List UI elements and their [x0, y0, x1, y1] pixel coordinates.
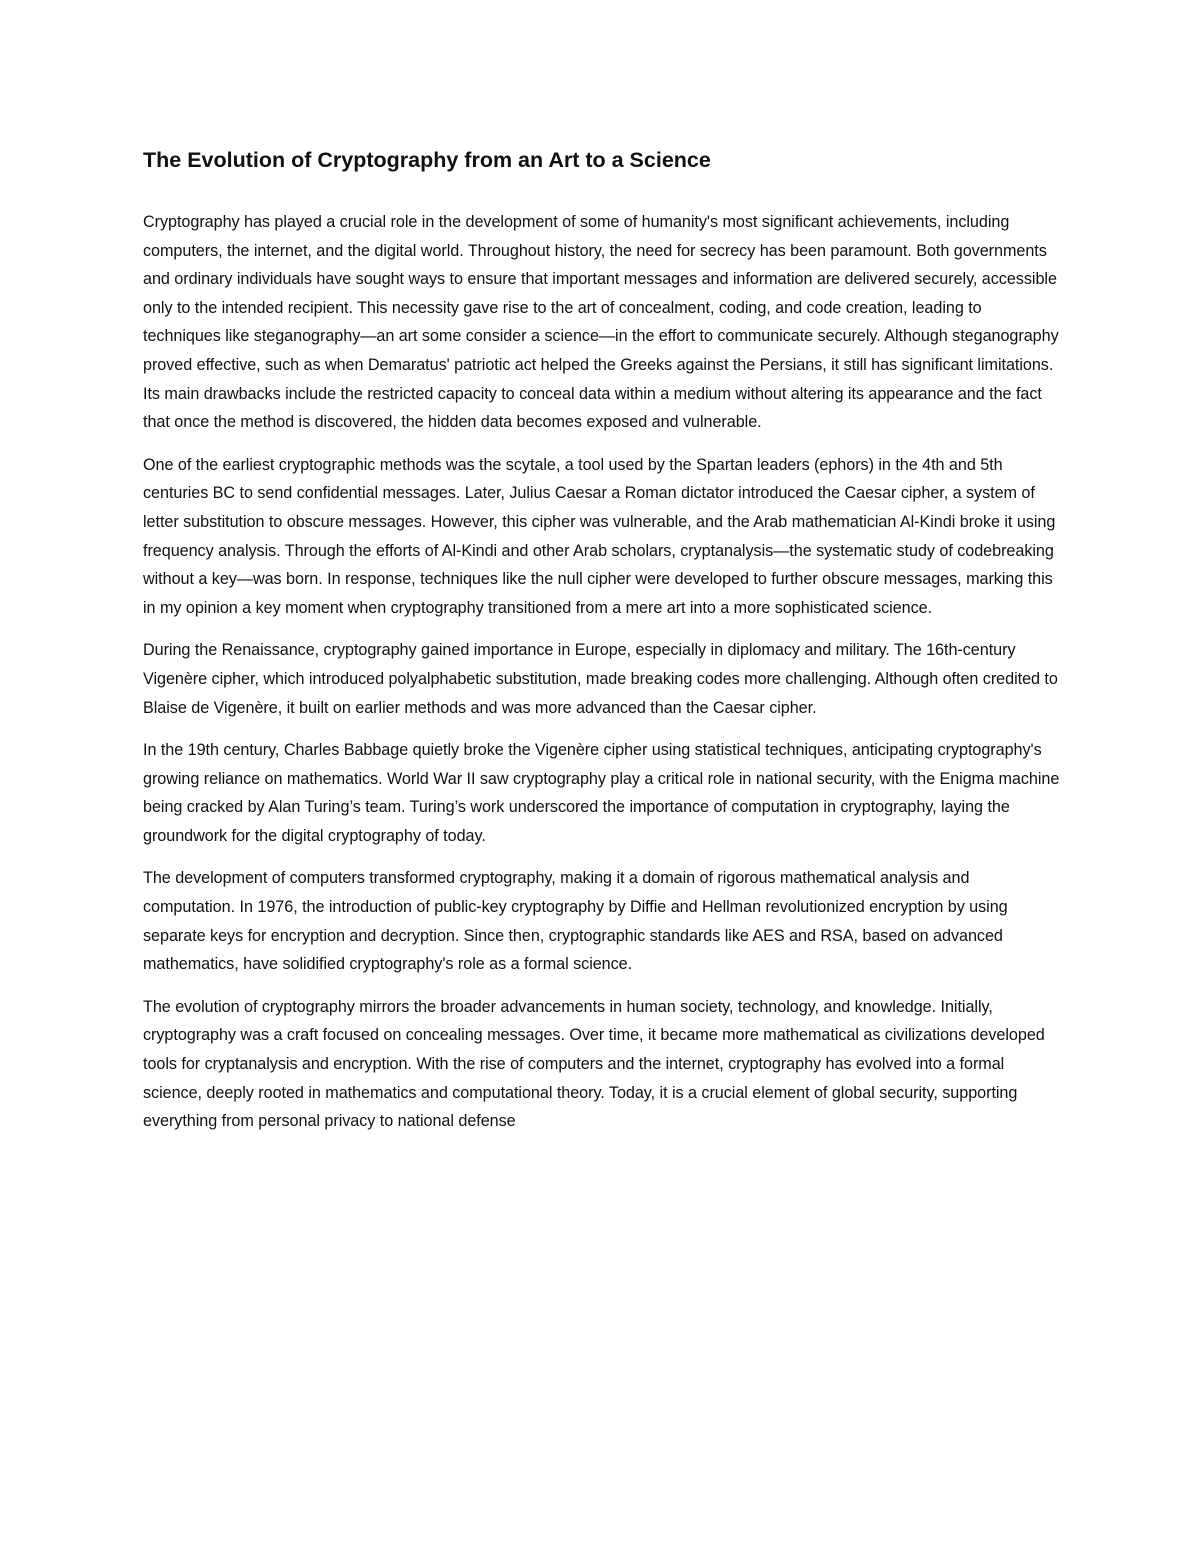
paragraph-2: One of the earliest cryptographic methods was the scytale, a tool used by the Spartan leaders (ephors) in the 4th and 5th centuries BC to send confidential messages. Later, Julius Caesar a Roman dictator introduced the Caesar cipher, a system of letter substitution to obscure messages. However, this cipher was vulnerable, and the Arab mathematician Al-Kindi broke it using frequency analysis. Through the efforts of Al-Kindi and other Arab scholars, cryptanalysis—the systematic study of codebreaking without a key—was born. In response, techniques like the null cipher were developed to further obscure messages, marking this in my opinion a key moment when cryptography transitioned from a mere art into a more sophisticated science. — [143, 455, 1056, 617]
document-title: The Evolution of Cryptography from an Art to a Science — [143, 148, 711, 172]
paragraph-3: During the Renaissance, cryptography gained importance in Europe, especially in diplomacy and military. The 16th-century Vigenère cipher, which introduced polyalphabetic substitution, made breaking codes more challenging. Although often credited to Blaise de Vigenère, it built on earlier methods and was more advanced than the Caesar cipher. — [143, 641, 1058, 717]
paragraph-4: In the 19th century, Charles Babbage quietly broke the Vigenère cipher using statistical techniques, anticipating cryptography's growing reliance on mathematics. World War II saw cryptography play a critical role in national security, with the Enigma machine being cracked by Alan Turing’s team. Turing’s work underscored the importance of computation in cryptography, laying the groundwork for the digital cryptography of today. — [143, 741, 1060, 845]
paragraph-6: The evolution of cryptography mirrors the broader advancements in human society, technology, and knowledge. Initially, cryptography was a craft focused on concealing messages. Over time, it became more mathematical as civilizations developed tools for cryptanalysis and encryption. With the rise of computers and the internet, cryptography has evolved into a formal science, deeply rooted in mathematics and computational theory. Today, it is a crucial element of global security, supporting everything from personal privacy to national defense — [143, 997, 1045, 1131]
document-body — [143, 146, 1063, 1150]
paragraph-1: Cryptography has played a crucial role in the development of some of humanity's most significant achievements, including computers, the internet, and the digital world. Throughout history, the need for secrecy has been paramount. Both governments and ordinary individuals have sought ways to ensure that important messages and information are delivered securely, accessible only to the intended recipient. This necessity gave rise to the art of concealment, coding, and code creation, leading to techniques like steganography—an art some consider a science—in the effort to communicate securely. Although steganography proved effective, such as when Demaratus' patriotic act helped the Greeks against the Persians, it still has significant limitations. Its main drawbacks include the restricted capacity to conceal data within a medium without altering its appearance and the fact that once the method is discovered, the hidden data becomes exposed and vulnerable. — [143, 213, 1059, 432]
paragraph-5: The development of computers transformed cryptography, making it a domain of rigorous mathematical analysis and computation. In 1976, the introduction of public-key cryptography by Diffie and Hellman revolutionized encryption by using separate keys for encryption and decryption. Since then, cryptographic standards like AES and RSA, based on advanced mathematics, have solidified cryptography's role as a formal science. — [143, 869, 1008, 974]
